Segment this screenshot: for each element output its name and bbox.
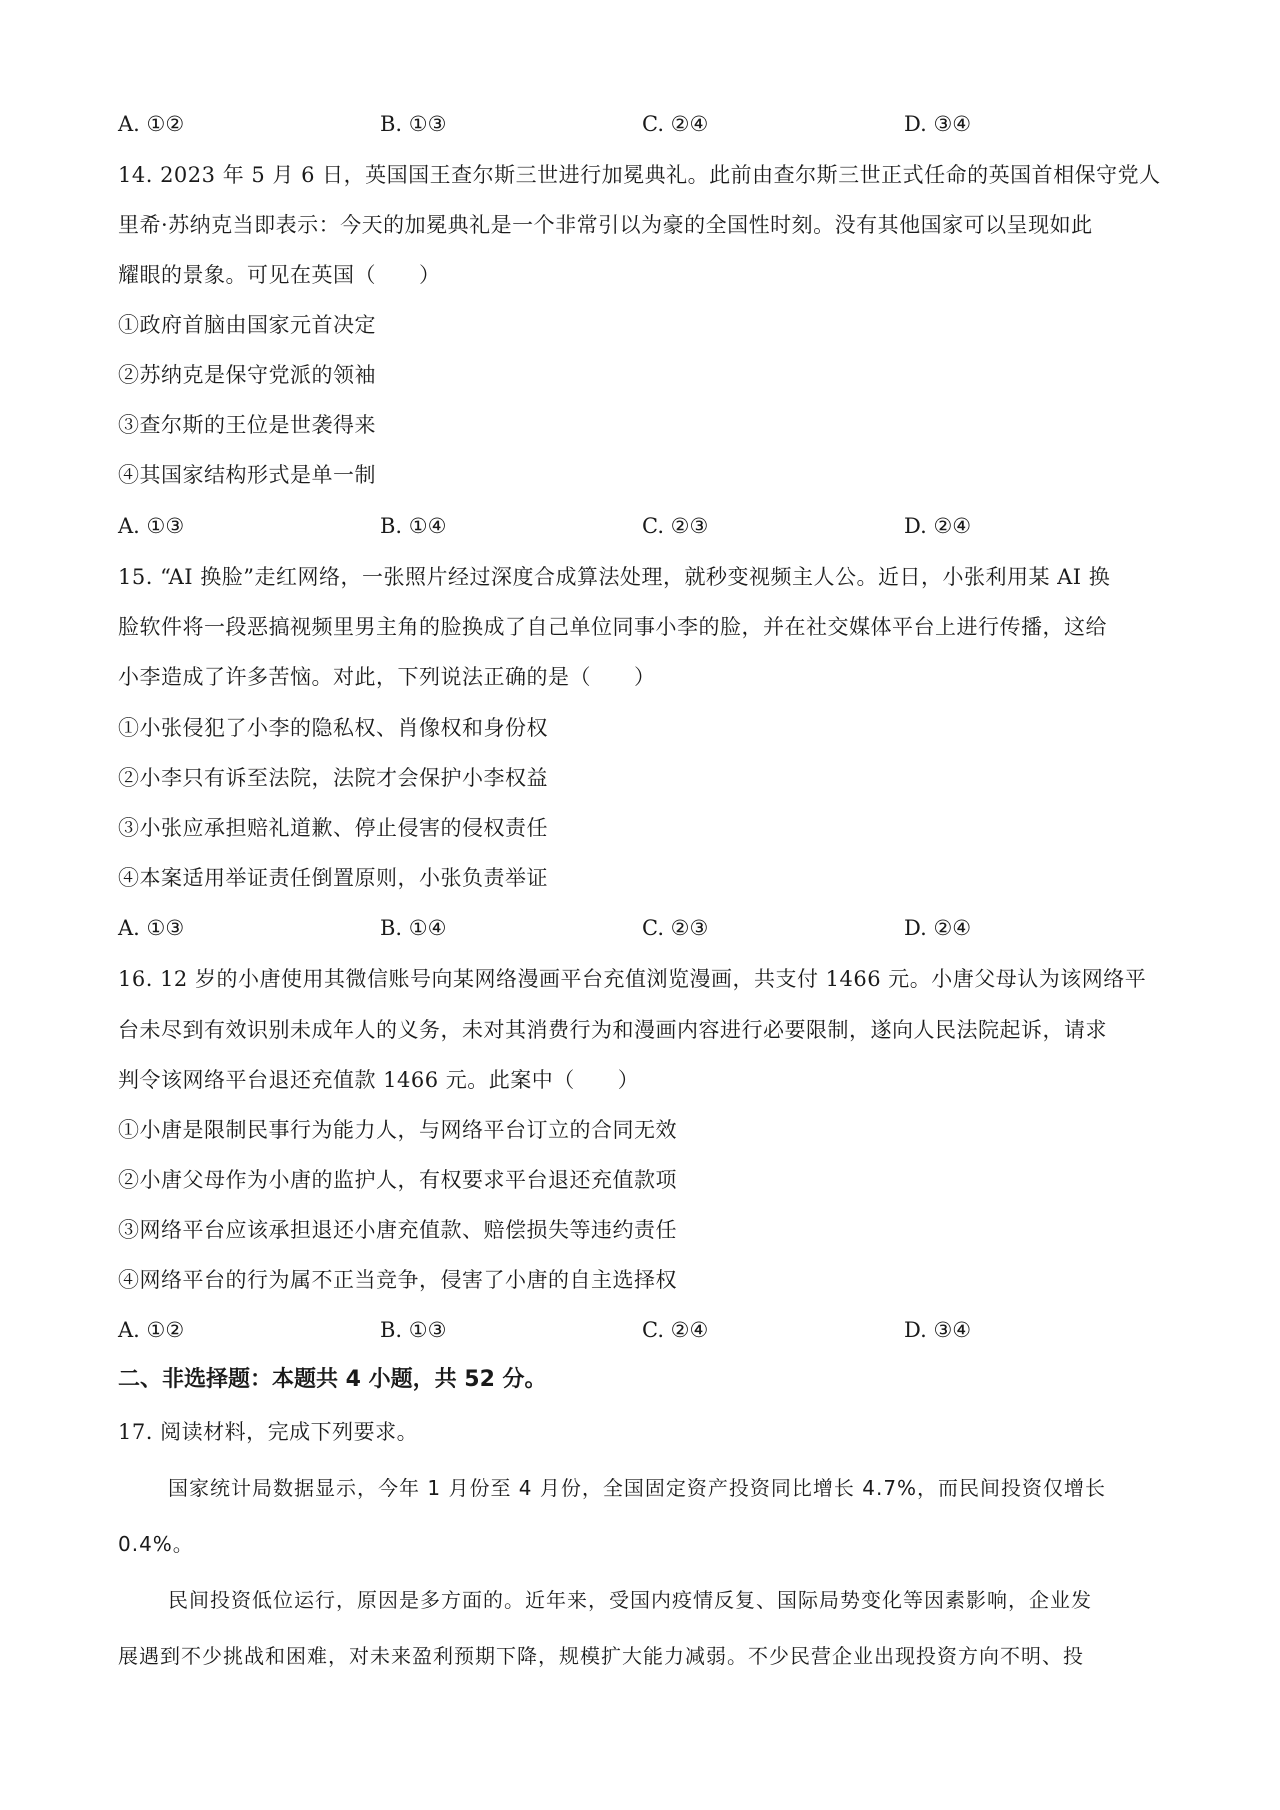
q16-option-b: B. ①③: [380, 1318, 447, 1342]
q15-option-b: B. ①④: [380, 916, 447, 940]
q15-stem-line-3: 小李造成了许多苦恼。对此，下列说法正确的是（ ）: [118, 665, 656, 689]
q17-para2-line-1: 民间投资低位运行，原因是多方面的。近年来，受国内疫情反复、国际局势变化等因素影响，企业发: [168, 1588, 1092, 1612]
q16-statement-3: ③网络平台应该承担退还小唐充值款、赔偿损失等违约责任: [118, 1218, 677, 1242]
q14-option-c: C. ②③: [642, 514, 709, 538]
q14-statement-1: ①政府首脑由国家元首决定: [118, 313, 376, 337]
q17-para2-line-2: 展遇到不少挑战和困难，对未来盈利预期下降，规模扩大能力减弱。不少民营企业出现投资方向不明、投: [118, 1644, 1084, 1668]
q15-statement-3: ③小张应承担赔礼道歉、停止侵害的侵权责任: [118, 816, 548, 840]
q14-option-a: A. ①③: [118, 514, 185, 538]
q15-statement-2: ②小李只有诉至法院，法院才会保护小李权益: [118, 766, 548, 790]
q16-stem-line-1: 16. 12 岁的小唐使用其微信账号向某网络漫画平台充值浏览漫画，共支付 1466 元。小唐父母认为该网络平: [118, 967, 1147, 991]
q13-option-c: C. ②④: [642, 112, 709, 136]
q14-statement-4: ④其国家结构形式是单一制: [118, 463, 376, 487]
q14-statement-2: ②苏纳克是保守党派的领袖: [118, 363, 376, 387]
q16-stem-line-2: 台未尽到有效识别未成年人的义务，未对其消费行为和漫画内容进行必要限制，遂向人民法院起诉，请求: [118, 1018, 1107, 1042]
q15-stem-line-2: 脸软件将一段恶搞视频里男主角的脸换成了自己单位同事小李的脸，并在社交媒体平台上进行传播，这给: [118, 615, 1107, 639]
q14-statement-3: ③查尔斯的王位是世袭得来: [118, 413, 376, 437]
q17-para1-line-2: 0.4%。: [118, 1532, 194, 1556]
q15-statement-4: ④本案适用举证责任倒置原则，小张负责举证: [118, 866, 548, 890]
q15-option-d: D. ②④: [904, 916, 972, 940]
q13-option-d: D. ③④: [904, 112, 972, 136]
q15-option-c: C. ②③: [642, 916, 709, 940]
q15-options: [118, 916, 1178, 940]
q14-stem-line-1: 14. 2023 年 5 月 6 日，英国国王查尔斯三世进行加冕典礼。此前由查尔斯三世正式任命的英国首相保守党人: [118, 163, 1161, 187]
q16-stem-line-3: 判令该网络平台退还充值款 1466 元。此案中（ ）: [118, 1068, 640, 1092]
q14-option-b: B. ①④: [380, 514, 447, 538]
q15-statement-1: ①小张侵犯了小李的隐私权、肖像权和身份权: [118, 716, 548, 740]
q16-option-d: D. ③④: [904, 1318, 972, 1342]
q13-option-a: A. ①②: [118, 112, 185, 136]
q14-stem-line-3: 耀眼的景象。可见在英国（ ）: [118, 263, 441, 287]
q17-para1-line-1: 国家统计局数据显示，今年 1 月份至 4 月份，全国固定资产投资同比增长 4.7%，而民间投资仅增长: [168, 1476, 1107, 1500]
q16-statement-1: ①小唐是限制民事行为能力人，与网络平台订立的合同无效: [118, 1118, 677, 1142]
q13-option-b: B. ①③: [380, 112, 447, 136]
q16-options: [118, 1318, 1178, 1342]
q15-stem-line-1: 15. “AI 换脸”走红网络，一张照片经过深度合成算法处理，就秒变视频主人公。近日，小张利用某 AI 换: [118, 565, 1111, 589]
q16-option-a: A. ①②: [118, 1318, 185, 1342]
q14-stem-line-2: 里希·苏纳克当即表示：今天的加冕典礼是一个非常引以为豪的全国性时刻。没有其他国家可以呈现如此: [118, 213, 1093, 237]
section-2-heading: 二、非选择题：本题共 4 小题，共 52 分。: [118, 1367, 547, 1392]
q13-options: [118, 112, 1178, 136]
q15-option-a: A. ①③: [118, 916, 185, 940]
q16-statement-2: ②小唐父母作为小唐的监护人，有权要求平台退还充值款项: [118, 1168, 677, 1192]
q16-statement-4: ④网络平台的行为属不正当竞争，侵害了小唐的自主选择权: [118, 1268, 677, 1292]
q14-option-d: D. ②④: [904, 514, 972, 538]
q14-options: [118, 514, 1178, 538]
q16-option-c: C. ②④: [642, 1318, 709, 1342]
q17-intro: 17. 阅读材料，完成下列要求。: [118, 1420, 419, 1444]
